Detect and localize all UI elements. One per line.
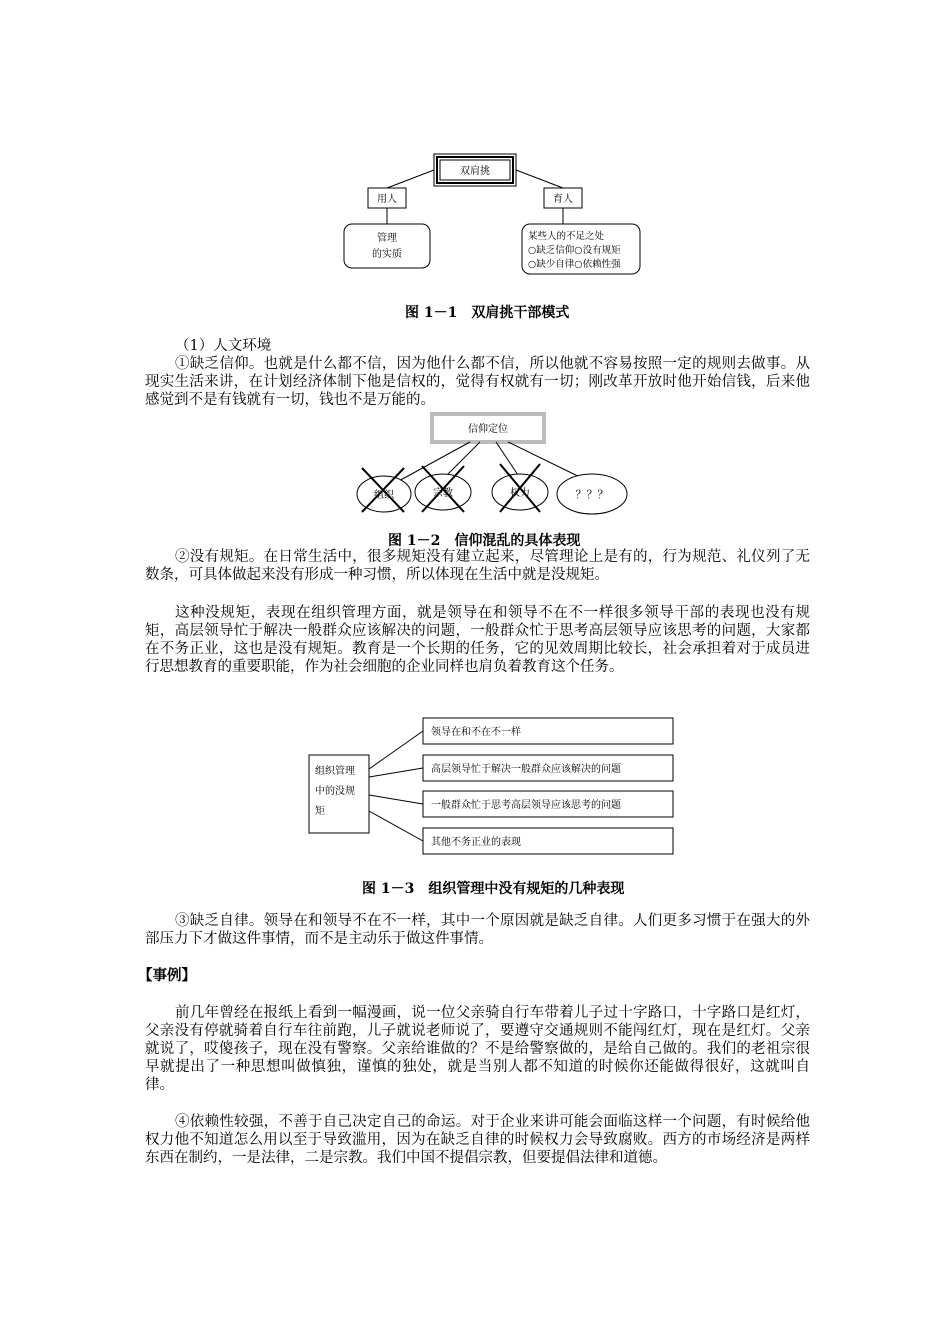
fig3-left-line3: 矩 [315, 806, 325, 817]
fig3-item-1: 领导在和不在不一样 [431, 727, 521, 738]
fig3-left-line2: 中的没规 [315, 786, 355, 797]
example-heading: 【事例】 [138, 967, 196, 984]
figure-2-caption: 图 1－2 信仰混乱的具体表现 [388, 533, 581, 549]
fig1-top-label: 双肩挑 [460, 166, 490, 177]
fig3-item-4: 其他不务正业的表现 [431, 837, 521, 848]
paragraph-no-rules: ②没有规矩。在日常生活中，很多规矩没有建立起来，尽管理论上是有的，行为规范、礼仪列了无数条，可具体做起来没有形成一种习惯，所以体现在生活中就是没规矩。 [145, 549, 810, 583]
fig2-top-label: 信仰定位 [468, 424, 508, 435]
paragraph-example-story: 前几年曾经在报纸上看到一幅漫画，说一位父亲骑自行车带着儿子过十字路口，十字路口是红灯，父亲没有停就骑着自行车往前跑，儿子就说老师说了，要遵守交通规则不能闯红灯，现在是红灯。父亲就说了，哎傻孩子，现在没有警察。父亲给谁做的？不是给警察做的，是给自己做的。我们的老祖宗很早就提出了一种思想叫做慎独，谨慎的独处，就是当别人都不知道的时候你还能做得很好，这就叫自律。 [145, 1005, 810, 1093]
figure-2-diagram [350, 408, 640, 520]
paragraph-lack-of-self-discipline: ③缺乏自律。领导在和领导不在不一样，其中一个原因就是缺乏自律。人们更多习惯于在强大的外部压力下才做这件事情，而不是主动乐于做这件事情。 [145, 913, 810, 947]
fig1-right-label: 育人 [553, 194, 573, 205]
paragraph-dependence: ④依赖性较强，不善于自己决定自己的命运。对于企业来讲可能会面临这样一个问题，有时候给他权力他不知道怎么用以至于导致滥用，因为在缺乏自律的时候权力会导致腐败。西方的市场经济是两样东西在制约，一是法律，二是宗教。我们中国不提倡宗教，但要提倡法律和道德。 [145, 1114, 810, 1166]
fig2-circle-4: ？？？ [575, 488, 609, 501]
fig1-left-label: 用人 [377, 194, 397, 205]
fig1-right-box-line1: 某些人的不足之处 [528, 231, 605, 242]
fig2-circle-3: 权力 [510, 488, 530, 499]
figure-1-diagram [330, 148, 650, 280]
paragraph-lack-of-belief: ①缺乏信仰。也就是什么都不信，因为他什么都不信，所以他就不容易按照一定的规则去做事。从现实生活来讲，在计划经济体制下他是信权的，觉得有权就有一切；刚改革开放时他开始信钱，后来他感觉到不是有钱就有一切，钱也不是万能的。 [145, 356, 810, 408]
fig1-left-box-line2: 的实质 [372, 249, 402, 260]
fig3-left-line1: 组织管理 [315, 766, 355, 777]
fig1-right-box-line3: ○缺少自律○依赖性强 [528, 259, 621, 270]
fig3-item-3: 一般群众忙于思考高层领导应该思考的问题 [431, 800, 621, 811]
fig2-circle-1: 组织 [374, 490, 394, 501]
fig2-circle-2: 宗教 [433, 488, 453, 499]
fig1-left-box-line1: 管理 [377, 233, 397, 244]
paragraph-no-rules-management: 这种没规矩，表现在组织管理方面，就是领导在和领导不在不一样很多领导干部的表现也没有规矩，高层领导忙于解决一般群众应该解决的问题，一般群众忙于思考高层领导应该思考的问题，大家都在不务正业，这也是没有规矩。教育是一个长期的任务，它的见效周期比较长，社会承担着对于成员进行思想教育的重要职能，作为社会细胞的企业同样也肩负着教育这个任务。 [145, 605, 810, 675]
figure-1-caption: 图 1－1 双肩挑干部模式 [405, 305, 570, 321]
section1-heading: （1）人文环境 [175, 338, 272, 354]
fig1-right-box-line2: ○缺乏信仰○没有规矩 [528, 245, 621, 256]
figure-3-diagram [305, 713, 680, 859]
fig3-item-2: 高层领导忙于解决一般群众应该解决的问题 [431, 764, 621, 775]
figure-3-caption: 图 1－3 组织管理中没有规矩的几种表现 [362, 881, 625, 897]
